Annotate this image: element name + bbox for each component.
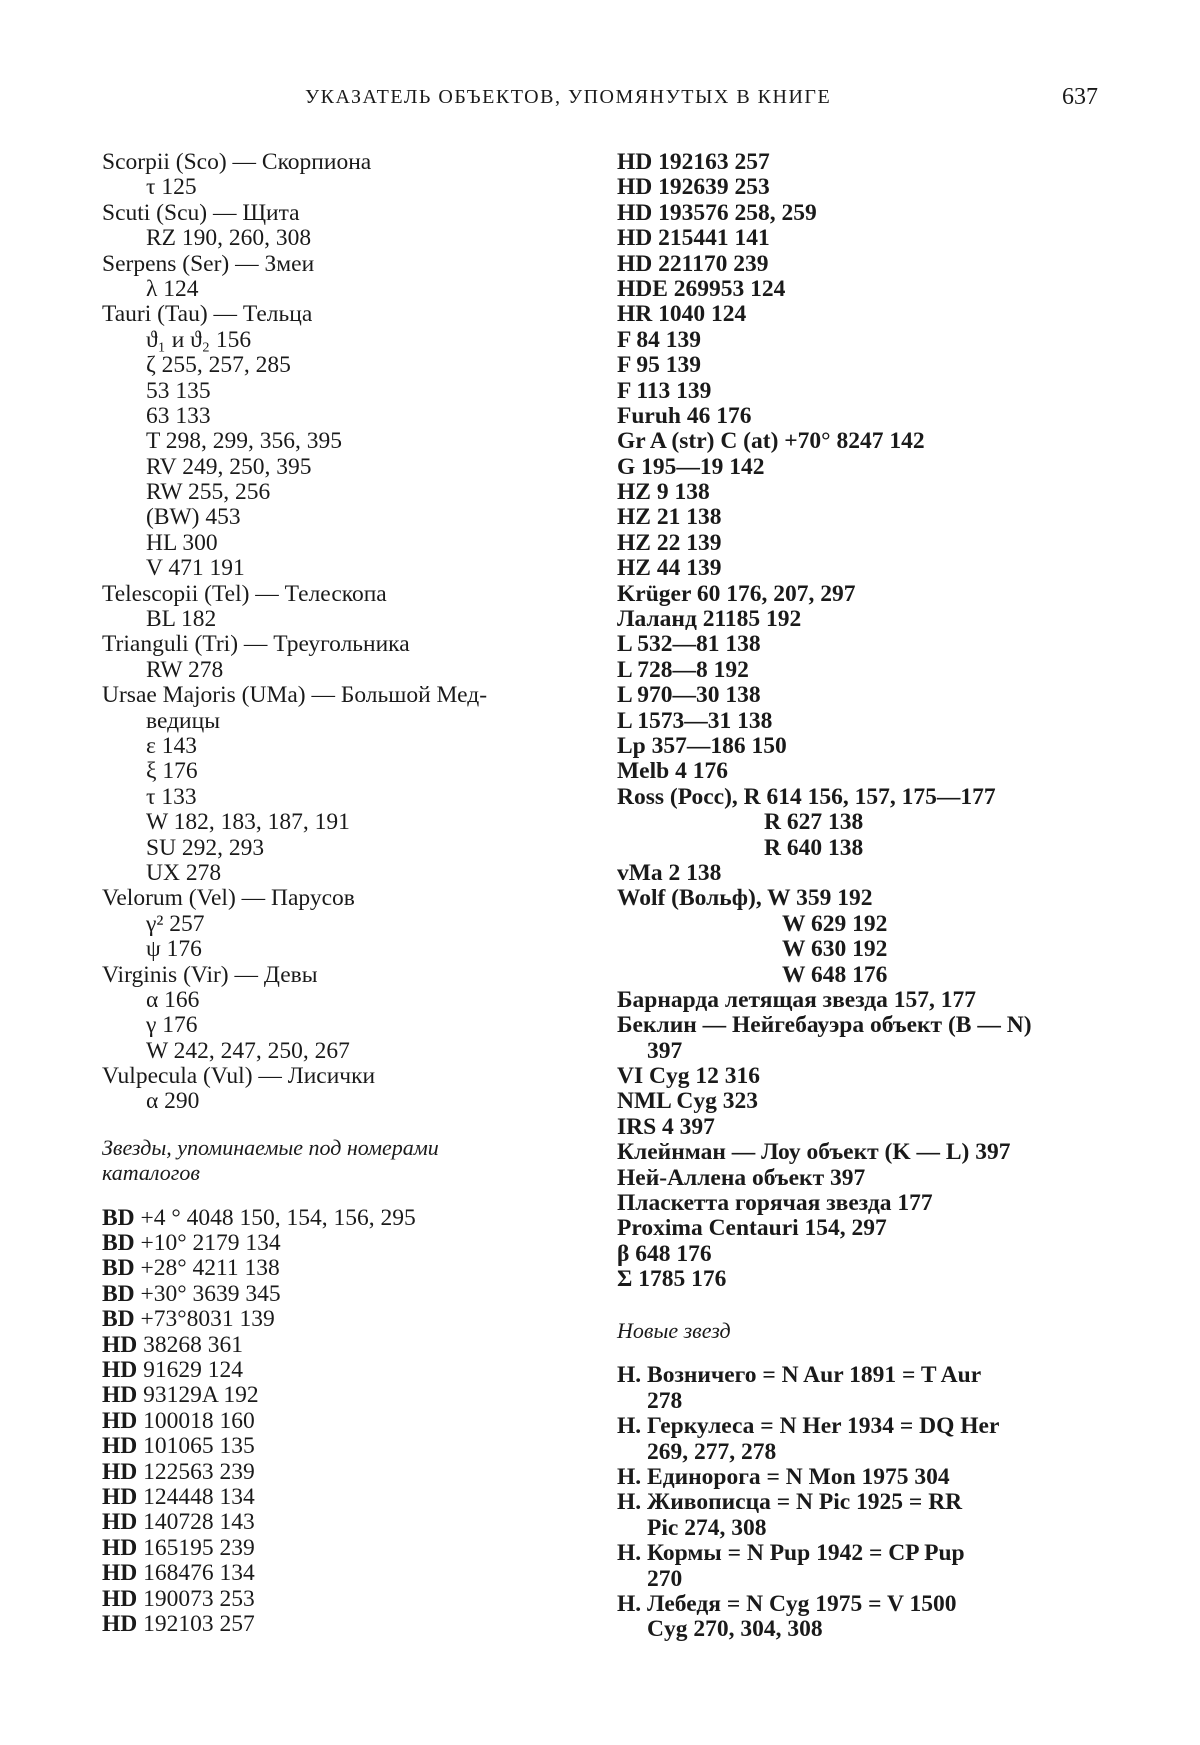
catalog-entry [102,1409,582,1434]
catalog-entry: HZ 21 138 [617,504,722,531]
catalog-entry: G 195—19 142 [617,453,765,480]
left-column [102,150,582,1637]
catalog-prefix: HD [102,1483,138,1510]
index-subentry: γ² 257 [146,910,205,937]
catalog-entry: L 1573—31 138 [617,707,773,734]
catalog-entry [102,1256,582,1281]
catalog-entry: Ней-Аллена объект 397 [617,1164,866,1191]
catalog-value: 101065 135 [143,1433,255,1460]
catalog-entry: HD 193576 258, 259 [617,199,817,226]
index-entry: Velorum (Vel) — Парусов [102,885,355,912]
catalog-entry: vMa 2 138 [617,859,722,886]
catalog-entry: F 113 139 [617,377,712,404]
nova-entry-continuation: Cyg 270, 304, 308 [647,1616,823,1643]
index-subentry: ξ 176 [146,758,198,785]
catalog-entry: HZ 9 138 [617,479,710,506]
index-subentry: RZ 190, 260, 308 [146,225,312,252]
index-subentry: ε 143 [146,732,197,759]
catalog-entry: β 648 176 [617,1240,712,1267]
index-entry: Serpens (Ser) — Змеи [102,250,315,277]
index-subentry: ψ 176 [146,936,202,963]
novae-entries [617,1363,1102,1642]
right-column [617,150,1102,1643]
catalog-prefix: BD [102,1280,135,1307]
catalog-entries-continued [617,150,1102,1293]
index-subentry: 63 133 [146,402,211,429]
nova-entry-line: Н. Возничего = N Aur 1891 = T Aur [617,1362,982,1389]
catalog-entry: L 970—30 138 [617,682,761,709]
catalog-prefix: HD [102,1407,138,1434]
nova-entry-continuation: Pic 274, 308 [647,1514,767,1541]
catalog-entry [102,1587,582,1612]
catalog-entry: Proxima Centauri 154, 297 [617,1215,887,1242]
index-subentry: UX 278 [146,859,222,886]
catalog-entry: HD 221170 239 [617,250,769,277]
catalog-entry: HD 192163 257 [617,149,770,175]
nova-entry [617,1363,1102,1414]
index-subentry: T 298, 299, 356, 395 [146,428,343,455]
catalog-entry [102,1460,582,1485]
catalog-value: +28° 4211 138 [140,1255,280,1282]
catalog-entry: 397 [647,1037,683,1064]
catalog-entry: HDE 269953 124 [617,275,786,302]
catalog-prefix: BD [102,1255,135,1282]
catalog-entry [102,1612,582,1637]
nova-entry-continuation: 278 [647,1387,683,1414]
catalog-entry: L 728—8 192 [617,656,749,683]
index-subentry: (BW) 453 [146,504,241,531]
index-subentry: α 290 [146,1088,200,1115]
catalog-entry: R 627 138 [764,809,864,836]
catalog-entry: Пласкетта горячая звезда 177 [617,1190,933,1217]
nova-entry-line: Н. Лебедя = N Cyg 1975 = V 1500 [617,1590,957,1617]
catalog-entry: Σ 1785 176 [617,1266,727,1293]
page-number: 637 [1062,84,1098,110]
catalog-entry: Беклин — Нейгебауэра объект (B — N) [617,1012,1032,1039]
catalog-entry: Лаланд 21185 192 [617,606,802,633]
catalog-entry [102,1434,582,1459]
catalog-entry: Ross (Росс), R 614 156, 157, 175—177 [617,783,996,810]
catalog-entry [102,1536,582,1561]
catalog-value: +10° 2179 134 [140,1230,281,1257]
catalog-entry: Барнарда летящая звезда 157, 177 [617,986,977,1013]
index-entry: Tauri (Tau) — Тельца [102,301,313,328]
index-subentry: BL 182 [146,606,217,633]
index-entry: Ursae Majoris (UMa) — Большой Мед- [102,682,488,709]
constellation-entries [102,150,582,1115]
catalog-prefix: BD [102,1204,135,1231]
nova-entry [617,1490,1102,1541]
index-subentry: γ 176 [146,1012,198,1039]
nova-entry-continuation: 269, 277, 278 [647,1438,777,1465]
catalog-entry [102,1510,582,1535]
nova-entry [617,1592,1102,1643]
catalog-value: 100018 160 [143,1407,255,1434]
catalog-entry: W 629 192 [782,910,888,937]
catalog-entry: Gr A (str) C (at) +70° 8247 142 [617,428,925,455]
catalog-entry: NML Cyg 323 [617,1088,758,1115]
catalog-value: 192103 257 [143,1610,255,1637]
catalog-entry [102,1206,582,1231]
catalog-value: 190073 253 [143,1585,255,1612]
nova-entry-line: Н. Кормы = N Pup 1942 = CP Pup [617,1540,965,1567]
catalog-prefix: HD [102,1509,138,1536]
index-subentry: ζ 255, 257, 285 [146,352,291,379]
nova-entry-line: Н. Живописца = N Pic 1925 = RR [617,1489,963,1516]
catalog-entry: L 532—81 138 [617,631,761,658]
index-subentry: RW 278 [146,656,224,683]
catalog-entry [102,1383,582,1408]
index-subentry: ведицы [146,707,220,734]
index-subentry: V 471 191 [146,555,245,582]
catalog-value: +30° 3639 345 [140,1280,281,1307]
catalog-entry [102,1485,582,1510]
catalog-entry: HD 215441 141 [617,225,770,252]
catalog-entry: R 640 138 [764,834,864,861]
catalog-entry: VI Cyg 12 316 [617,1063,760,1090]
catalog-entry [102,1358,582,1383]
catalog-prefix: BD [102,1306,135,1333]
novae-section-title: Новые звезд [617,1317,731,1343]
catalog-entry [102,1561,582,1586]
nova-entry [617,1541,1102,1592]
index-subentry: 53 135 [146,377,211,404]
index-subentry: τ 133 [146,783,197,810]
index-entry: Virginis (Vir) — Девы [102,961,318,988]
nova-entry [617,1414,1102,1465]
catalog-entry: IRS 4 397 [617,1113,715,1140]
page-header [0,86,1200,116]
catalog-prefix: BD [102,1230,135,1257]
catalog-prefix: HD [102,1560,138,1587]
catalog-value: 168476 134 [143,1560,255,1587]
catalog-entry: Клейнман — Лоу объект (K — L) 397 [617,1139,1011,1166]
catalog-value: 124448 134 [143,1483,255,1510]
index-subentry: λ 124 [146,275,199,302]
index-entry: Scorpii (Sco) — Скорпиона [102,149,372,175]
catalog-value: 93129A 192 [143,1382,259,1409]
catalog-entry [102,1333,582,1358]
nova-entry-line: Н. Геркулеса = N Her 1934 = DQ Her [617,1413,1000,1440]
catalog-prefix: HD [102,1357,138,1383]
catalog-section-title-line1: Звезды, упоминаемые под номерами [102,1134,439,1160]
index-entry: Telescopii (Tel) — Телескопа [102,580,387,607]
catalog-prefix: HD [102,1458,138,1485]
catalog-entry: HR 1040 124 [617,301,747,328]
catalog-entry: Lp 357—186 150 [617,732,787,759]
catalog-entry [102,1282,582,1307]
catalog-entry [102,1231,582,1256]
catalog-entry: HD 192639 253 [617,174,770,201]
catalog-entry: F 84 139 [617,326,701,353]
catalog-entry: Krüger 60 176, 207, 297 [617,580,856,607]
catalog-entry: F 95 139 [617,352,701,379]
index-subentry: RV 249, 250, 395 [146,453,312,480]
index-entry: Trianguli (Tri) — Треугольника [102,631,410,658]
catalog-prefix: HD [102,1331,138,1358]
index-subentry: τ 125 [146,174,197,201]
index-subentry: W 242, 247, 250, 267 [146,1037,350,1064]
index-subentry: ϑ₁ и ϑ₂ 156 [146,326,252,353]
catalog-entry: Melb 4 176 [617,758,728,785]
catalog-value: 140728 143 [143,1509,255,1536]
catalog-entry [102,1307,582,1332]
index-subentry: SU 292, 293 [146,834,265,861]
catalog-prefix: HD [102,1433,138,1460]
nova-entry [617,1465,1102,1490]
running-title: УКАЗАТЕЛЬ ОБЪЕКТОВ, УПОМЯНУТЫХ В КНИГЕ [305,86,832,108]
index-entry: Scuti (Scu) — Щита [102,199,300,226]
index-subentry: W 182, 183, 187, 191 [146,809,350,836]
index-entry: Vulpecula (Vul) — Лисички [102,1063,376,1090]
nova-entry-line: Н. Единорога = N Mon 1975 304 [617,1463,950,1490]
catalog-entry: W 630 192 [782,936,888,963]
catalog-value: +4 ° 4048 150, 154, 156, 295 [140,1204,416,1231]
catalog-entry: Furuh 46 176 [617,402,752,429]
catalog-value: 91629 124 [143,1357,243,1383]
catalog-entry: HZ 22 139 [617,529,722,556]
index-subentry: α 166 [146,986,200,1013]
catalog-value: 165195 239 [143,1534,255,1561]
catalog-entry: Wolf (Вольф), W 359 192 [617,885,873,912]
catalog-prefix: HD [102,1610,138,1637]
catalog-entries [102,1206,582,1638]
index-subentry: RW 255, 256 [146,479,271,506]
index-subentry: HL 300 [146,529,218,556]
catalog-value: 38268 361 [143,1331,243,1358]
catalog-value: +73°8031 139 [140,1306,275,1333]
catalog-prefix: HD [102,1585,138,1612]
catalog-entry: HZ 44 139 [617,555,722,582]
catalog-prefix: HD [102,1382,138,1409]
catalog-section-title-line2: каталогов [102,1160,200,1186]
nova-entry-continuation: 270 [647,1565,683,1592]
catalog-prefix: HD [102,1534,138,1561]
catalog-entry: W 648 176 [782,961,888,988]
catalog-value: 122563 239 [143,1458,255,1485]
